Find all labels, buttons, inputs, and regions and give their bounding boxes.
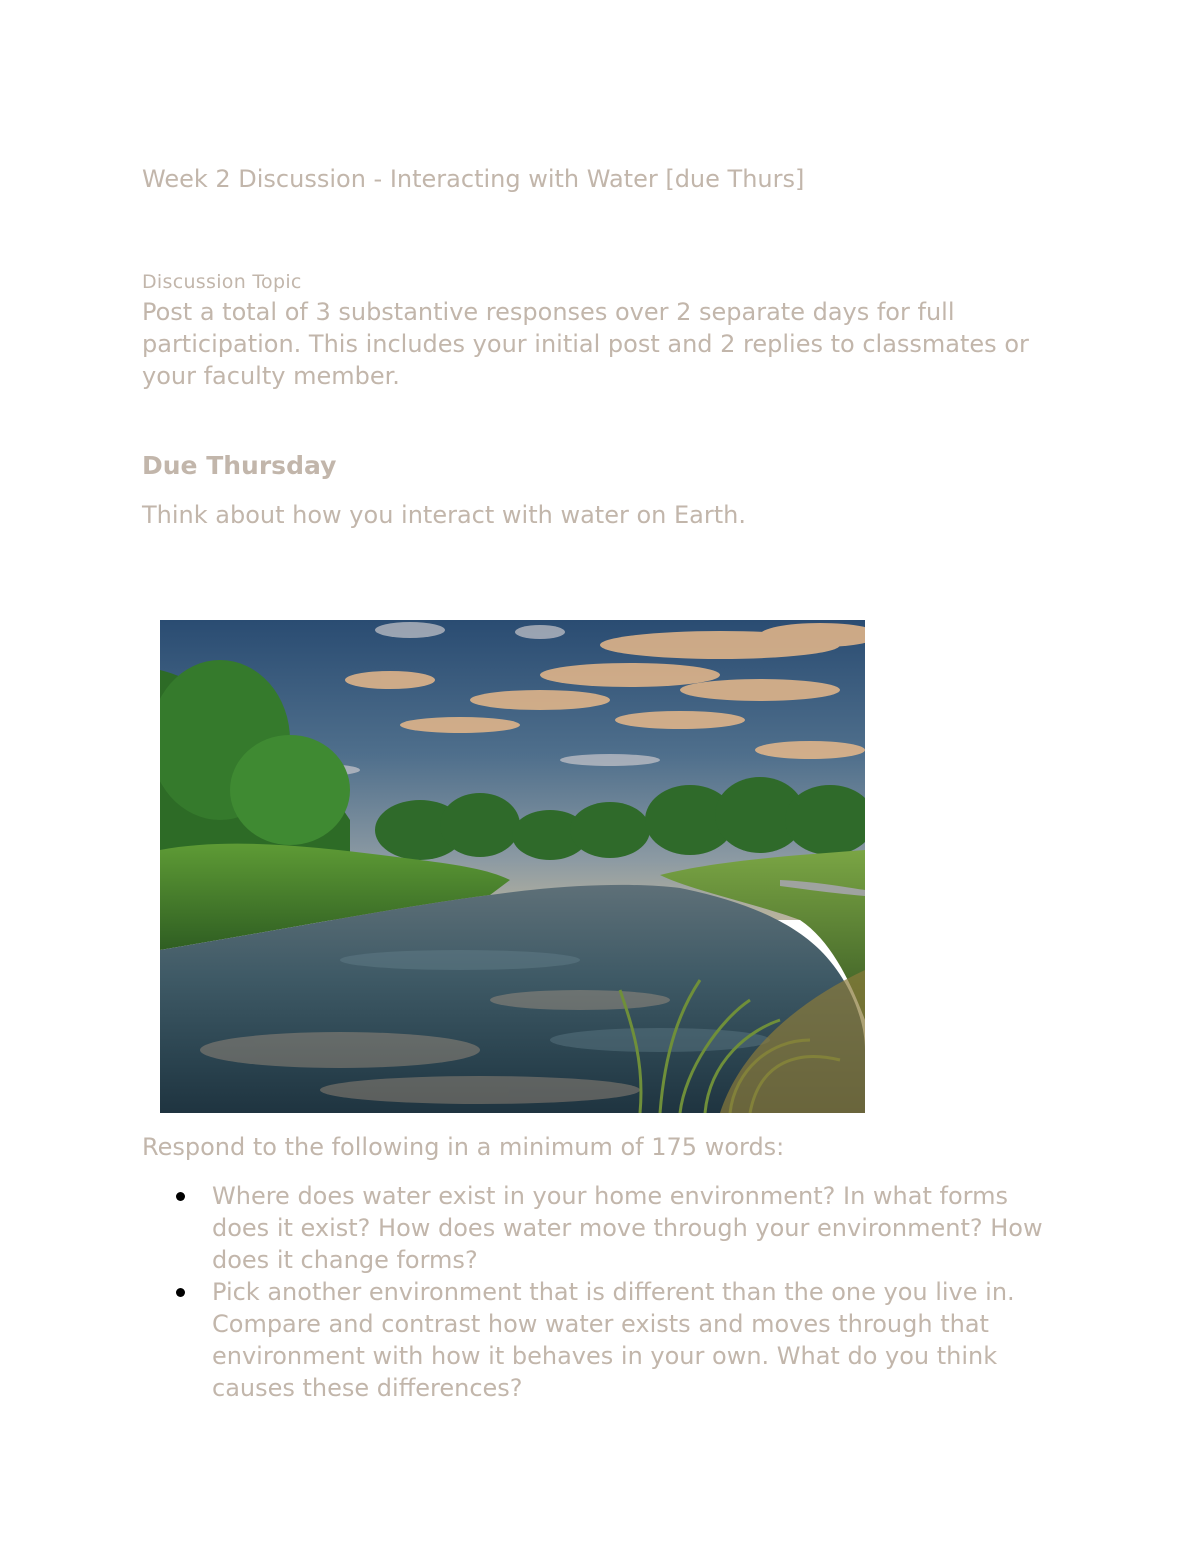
due-heading: Due Thursday [142,451,337,480]
bullet-dot-icon [176,1288,185,1297]
river-landscape-photo [160,620,865,1113]
list-item-text: Pick another environment that is different than the one you live in. Compare and contrast how water exists and moves through that environment with how it behaves in your own. What do you think causes these differences? [212,1278,1015,1402]
discussion-topic-label: Discussion Topic [142,271,302,293]
page-title: Week 2 Discussion - Interacting with Water [due Thurs] [142,165,805,193]
prompt-intro: Think about how you interact with water on Earth. [142,501,746,529]
list-item [142,1180,1072,1276]
question-list [142,1180,1072,1404]
list-item-text: Where does water exist in your home environment? In what forms does it exist? How does water move through your environment? How does it change forms? [212,1182,1043,1274]
discussion-topic-text: Post a total of 3 substantive responses over 2 separate days for full participation. This includes your initial post and 2 replies to classmates or your faculty member. [142,298,1029,390]
bullet-dot-icon [176,1192,185,1201]
list-item [142,1276,1072,1404]
river-landscape-illustration [160,620,865,1113]
respond-instruction: Respond to the following in a minimum of 175 words: [142,1133,785,1161]
